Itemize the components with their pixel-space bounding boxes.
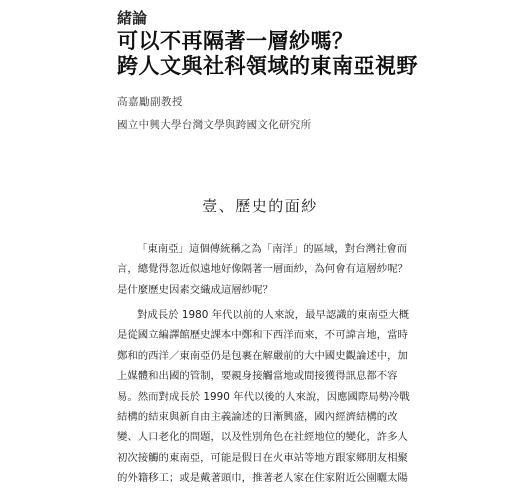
paragraph-line: 對成長於 1980 年代以前的人來說，最早認識的東南亞大概	[137, 309, 410, 321]
paragraph-line: 鄭和的西洋／東南亞仍是包裹在解嚴前的大中國史觀論述中，加	[117, 349, 408, 362]
paragraph-line: 的外籍移工；或是戴著頭巾，推著老人家在住家附近公園曬太陽	[117, 472, 408, 485]
paragraph-line: 初次接觸的東南亞，可能是假日在火車站等地方跟家鄉朋友相聚	[117, 451, 408, 464]
body-paragraph-2	[117, 305, 410, 489]
paragraph-line: 結構的結束與新自由主義論述的日漸興盛，國內經濟結構的改	[117, 411, 398, 424]
paragraph-line: 變、人口老化的問題，以及性別角色在社經地位的變化，許多人	[117, 431, 408, 444]
paragraph-line: 上媒體和出國的管制，要親身接觸當地或間接獲得訊息都不容	[117, 370, 398, 383]
author-affiliation: 國立中興大學台灣文學與跨國文化研究所	[117, 119, 312, 131]
author-name: 高嘉勵副教授	[117, 96, 183, 108]
section-heading: 壹、歷史的面紗	[202, 197, 318, 215]
paragraph-line: 是從國立編譯館歷史課本中鄭和下西洋而來，不可諱言地，當時	[117, 329, 408, 342]
body-paragraph-1	[117, 239, 408, 300]
chapter-title-line-2: 跨人文與社科領域的東南亞視野	[117, 54, 418, 78]
paragraph-line: 易。然而對成長於 1990 年代以後的人來說，因應國際局勢冷戰	[117, 390, 410, 403]
paragraph-line: 是什麼歷史因素交織成這層紗呢？	[117, 283, 273, 296]
paragraph-line: 言，總覺得忽近似遠地好像隔著一層面紗，為何會有這層紗呢？	[117, 263, 408, 276]
chapter-kicker: 緒論	[117, 9, 148, 27]
chapter-title-line-1: 可以不再隔著一層紗嗎？	[117, 29, 354, 53]
paragraph-line: 「東南亞」這個傳統稱之為「南洋」的區域，對台灣社會而	[137, 243, 408, 255]
